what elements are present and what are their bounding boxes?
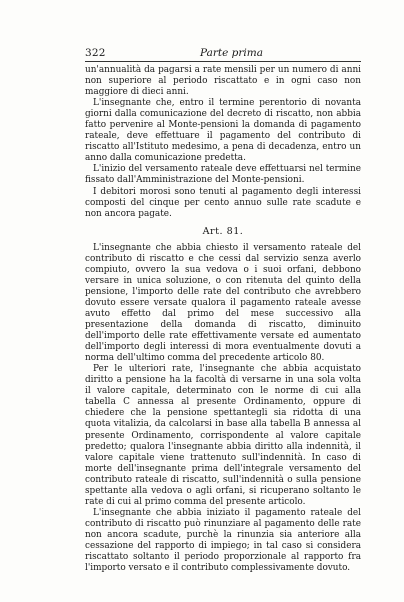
paragraph: L'insegnante che, entro il termine perentorio di novanta giorni dalla comunicazione del decreto di riscatto, non abbia fatto pervenire al Monte-pensioni la domanda di pagamento rateale, deve effettuare il pagamento del contributo di riscatto all'Istituto medesimo, a pena di decadenza, entro un anno dalla comunicazione predetta.: [85, 98, 361, 164]
article-heading: Art. 81.: [202, 225, 244, 237]
page-header: [85, 47, 361, 61]
paragraph: L'inizio del versamento rateale deve effettuarsi nel termine fissato dall'Amministrazione del Monte-pensioni.: [85, 164, 361, 186]
running-head: Parte prima: [200, 47, 263, 59]
paragraph: L'insegnante che abbia chiesto il versamento rateale del contributo di riscatto e che cessi dal servizio senza averlo compiuto, ovvero la sua vedova o i suoi orfani, debbono versare in unica soluzione, o con ritenuta del quinto della pensione, l'importo delle rate del contributo che avrebbero dovuto essere versate qualora il pagamento rateale avesse avuto effetto dal primo del mese successivo alla presentazione della domanda di riscatto, diminuito dell'importo delle rate effettivamente versate ed aumentato dell'importo degli interessi di mora eventualmente dovuti a norma dell'ultimo comma del precedente articolo 80.: [85, 242, 361, 364]
page-number: 322: [85, 47, 106, 59]
paragraph: L'insegnante che abbia iniziato il pagamento rateale del contributo di riscatto può rinunziare al pagamento delle rate non ancora scadute, purchè la rinunzia sia anteriore alla cessazione del rapporto di impiego; in tal caso si considera riscattato soltanto il periodo proporzionale al rapporto fra l'importo versato e il contributo complessivamente dovuto.: [85, 507, 361, 574]
paragraph: Per le ulteriori rate, l'insegnante che abbia acquistato diritto a pensione ha la facoltà di versarne in una sola volta il valore capitale, determinato con le norme di cui alla tabella C annessa al presente Ordinamento, oppure di chiedere che la pensione spettantegli sia ridotta di una quota vitalizia, da calcolarsi in base alla tabella B annessa al presente Ordinamento, corrispondente al valore capitale predetto; qualora l'insegnante abbia diritto alla indennità, il valore capitale viene trattenuto sull'indennità. In caso di morte dell'insegnante prima dell'integrale versamento del contributo rateale di riscatto, sull'indennità o sulla pensione spettante alla vedova o agli orfani, si ricuperano soltanto le rate di cui al primo comma del presente articolo.: [85, 364, 361, 507]
header-rule: [85, 61, 361, 62]
paragraph: I debitori morosi sono tenuti al pagamento degli interessi composti del cinque per cento annuo sulle rate scadute e non ancora pagate.: [85, 186, 361, 219]
body-text: [85, 65, 361, 574]
paragraph-continuation: un'annualità da pagarsi a rate mensili per un numero di anni non superiore al periodo riscattato e in ogni caso non maggiore di dieci anni.: [85, 65, 361, 98]
